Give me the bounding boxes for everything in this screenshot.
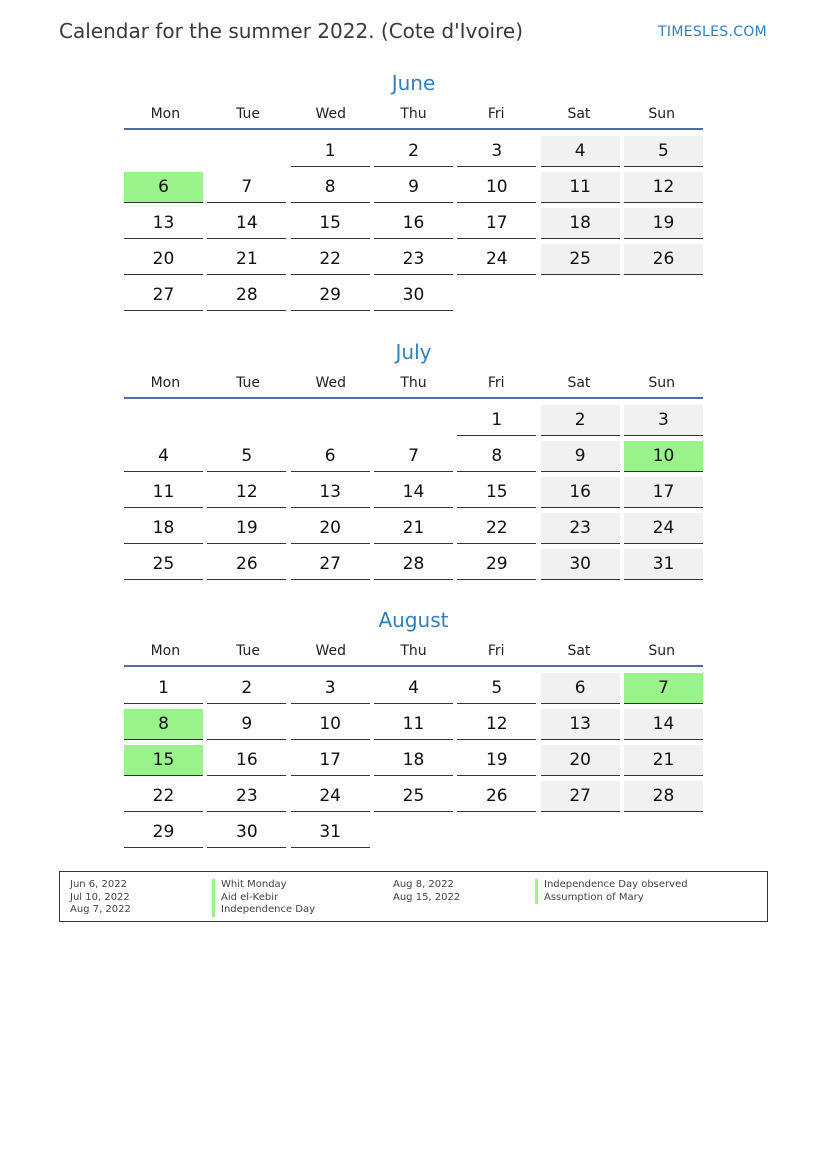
holiday-date: Aug 8, 2022 [393,879,454,890]
week-row [124,206,703,242]
weekday-label: Thu [400,106,427,122]
day-cell: 23 [541,513,620,544]
day-cell: 28 [624,781,703,812]
empty-day-cell [541,817,620,848]
holiday-names-right [535,879,688,904]
day-cell: 22 [124,781,203,812]
holiday-name: Independence Day [212,904,315,917]
day-cell: 7 [374,441,453,472]
weekday-label: Mon [150,106,181,122]
day-cell: 16 [541,477,620,508]
day-cell: 30 [207,817,286,848]
holiday-date: Jul 10, 2022 [70,891,130,903]
week-row [124,170,703,206]
day-cell: 26 [207,549,286,580]
weekday-header [124,639,703,667]
holiday-date: Aug 15, 2022 [393,891,461,903]
day-cell: 24 [291,781,370,812]
day-cell: 7 [207,172,286,203]
day-cell: 11 [374,709,453,740]
week-row [124,547,703,583]
day-cell: 17 [457,208,536,239]
empty-day-cell [207,405,286,436]
week-grid [124,403,703,583]
holiday-legend [59,871,768,922]
month-july [124,339,703,583]
week-row [124,511,703,547]
day-cell: 3 [624,405,703,436]
day-cell: 15 [291,208,370,239]
holiday-day-cell: 15 [124,745,203,776]
weekday-label: Sun [648,106,675,122]
day-cell: 3 [457,136,536,167]
month-title: July [395,340,432,364]
day-cell: 12 [624,172,703,203]
day-cell: 1 [124,673,203,704]
day-cell: 12 [207,477,286,508]
weekday-label: Fri [487,375,505,391]
holiday-day-cell: 7 [624,673,703,704]
day-cell: 25 [374,781,453,812]
day-cell: 13 [124,208,203,239]
day-cell: 30 [541,549,620,580]
day-cell: 3 [291,673,370,704]
day-cell: 16 [374,208,453,239]
holiday-name: Assumption of Mary [535,892,688,905]
week-row [124,403,703,439]
day-cell: 27 [291,549,370,580]
empty-day-cell [541,280,620,311]
day-cell: 12 [457,709,536,740]
day-cell: 21 [374,513,453,544]
empty-day-cell [124,136,203,167]
weekday-header [124,371,703,399]
day-cell: 24 [624,513,703,544]
weekday-label: Thu [400,375,427,391]
week-row [124,815,703,851]
month-august [124,607,703,851]
week-row [124,242,703,278]
empty-day-cell [374,817,453,848]
day-cell: 22 [457,513,536,544]
day-cell: 30 [374,280,453,311]
weekday-label: Sun [648,375,675,391]
day-cell: 9 [541,441,620,472]
weekday-label: Thu [400,643,427,659]
week-row [124,671,703,707]
day-cell: 21 [624,745,703,776]
day-cell: 29 [124,817,203,848]
day-cell: 4 [124,441,203,472]
day-cell: 2 [541,405,620,436]
day-cell: 26 [457,781,536,812]
week-grid [124,671,703,851]
day-cell: 18 [124,513,203,544]
weekday-label: Mon [150,643,181,659]
day-cell: 6 [291,441,370,472]
holiday-name: Whit Monday [212,879,315,892]
day-cell: 8 [457,441,536,472]
day-cell: 19 [457,745,536,776]
day-cell: 28 [207,280,286,311]
day-cell: 23 [374,244,453,275]
holiday-name: Aid el-Kebir [212,892,315,905]
day-cell: 25 [124,549,203,580]
weekday-label: Mon [150,375,181,391]
day-cell: 31 [624,549,703,580]
holiday-names-left [212,879,315,917]
day-cell: 5 [207,441,286,472]
day-cell: 17 [291,745,370,776]
holiday-dates-right [393,879,460,904]
month-title: June [391,71,436,95]
day-cell: 20 [541,745,620,776]
week-row [124,278,703,314]
holiday-day-cell: 10 [624,441,703,472]
day-cell: 29 [291,280,370,311]
empty-day-cell [374,405,453,436]
day-cell: 4 [374,673,453,704]
day-cell: 6 [541,673,620,704]
holiday-dates-left [70,879,131,917]
weekday-label: Fri [487,643,505,659]
week-row [124,475,703,511]
week-row [124,439,703,475]
day-cell: 1 [291,136,370,167]
holiday-day-cell: 6 [124,172,203,203]
weekday-label: Fri [487,106,505,122]
month-june [124,70,703,314]
holiday-name: Independence Day observed [535,879,688,892]
empty-day-cell [624,817,703,848]
week-grid [124,134,703,314]
weekday-label: Sat [567,375,591,391]
day-cell: 20 [124,244,203,275]
empty-day-cell [457,280,536,311]
day-cell: 11 [541,172,620,203]
day-cell: 5 [624,136,703,167]
day-cell: 27 [541,781,620,812]
weekday-label: Sat [567,643,591,659]
day-cell: 9 [207,709,286,740]
empty-day-cell [207,136,286,167]
day-cell: 25 [541,244,620,275]
day-cell: 19 [624,208,703,239]
week-row [124,743,703,779]
day-cell: 10 [457,172,536,203]
day-cell: 11 [124,477,203,508]
day-cell: 31 [291,817,370,848]
day-cell: 16 [207,745,286,776]
weekday-label: Tue [236,106,261,122]
page-title: Calendar for the summer 2022. (Cote d'Ivoire) [59,19,524,43]
day-cell: 14 [624,709,703,740]
day-cell: 13 [291,477,370,508]
holiday-day-cell: 8 [124,709,203,740]
weekday-label: Tue [236,375,261,391]
empty-day-cell [291,405,370,436]
day-cell: 28 [374,549,453,580]
weekday-header [124,102,703,130]
day-cell: 21 [207,244,286,275]
weekday-label: Wed [315,106,347,122]
day-cell: 14 [374,477,453,508]
weekday-label: Tue [236,643,261,659]
day-cell: 17 [624,477,703,508]
day-cell: 14 [207,208,286,239]
day-cell: 13 [541,709,620,740]
day-cell: 18 [374,745,453,776]
week-row [124,134,703,170]
holiday-date: Jun 6, 2022 [70,879,127,890]
week-row [124,779,703,815]
day-cell: 15 [457,477,536,508]
weekday-label: Wed [315,643,347,659]
day-cell: 20 [291,513,370,544]
site-logo[interactable]: TIMESLES.COM [658,24,767,40]
day-cell: 4 [541,136,620,167]
day-cell: 27 [124,280,203,311]
day-cell: 23 [207,781,286,812]
day-cell: 9 [374,172,453,203]
week-row [124,707,703,743]
day-cell: 5 [457,673,536,704]
empty-day-cell [124,405,203,436]
day-cell: 26 [624,244,703,275]
month-title: August [378,608,449,632]
weekday-label: Wed [315,375,347,391]
weekday-label: Sun [648,643,675,659]
day-cell: 2 [207,673,286,704]
day-cell: 29 [457,549,536,580]
day-cell: 24 [457,244,536,275]
weekday-label: Sat [567,106,591,122]
day-cell: 18 [541,208,620,239]
day-cell: 8 [291,172,370,203]
empty-day-cell [457,817,536,848]
empty-day-cell [624,280,703,311]
day-cell: 19 [207,513,286,544]
day-cell: 1 [457,405,536,436]
day-cell: 2 [374,136,453,167]
holiday-date: Aug 7, 2022 [70,904,131,915]
day-cell: 22 [291,244,370,275]
day-cell: 10 [291,709,370,740]
